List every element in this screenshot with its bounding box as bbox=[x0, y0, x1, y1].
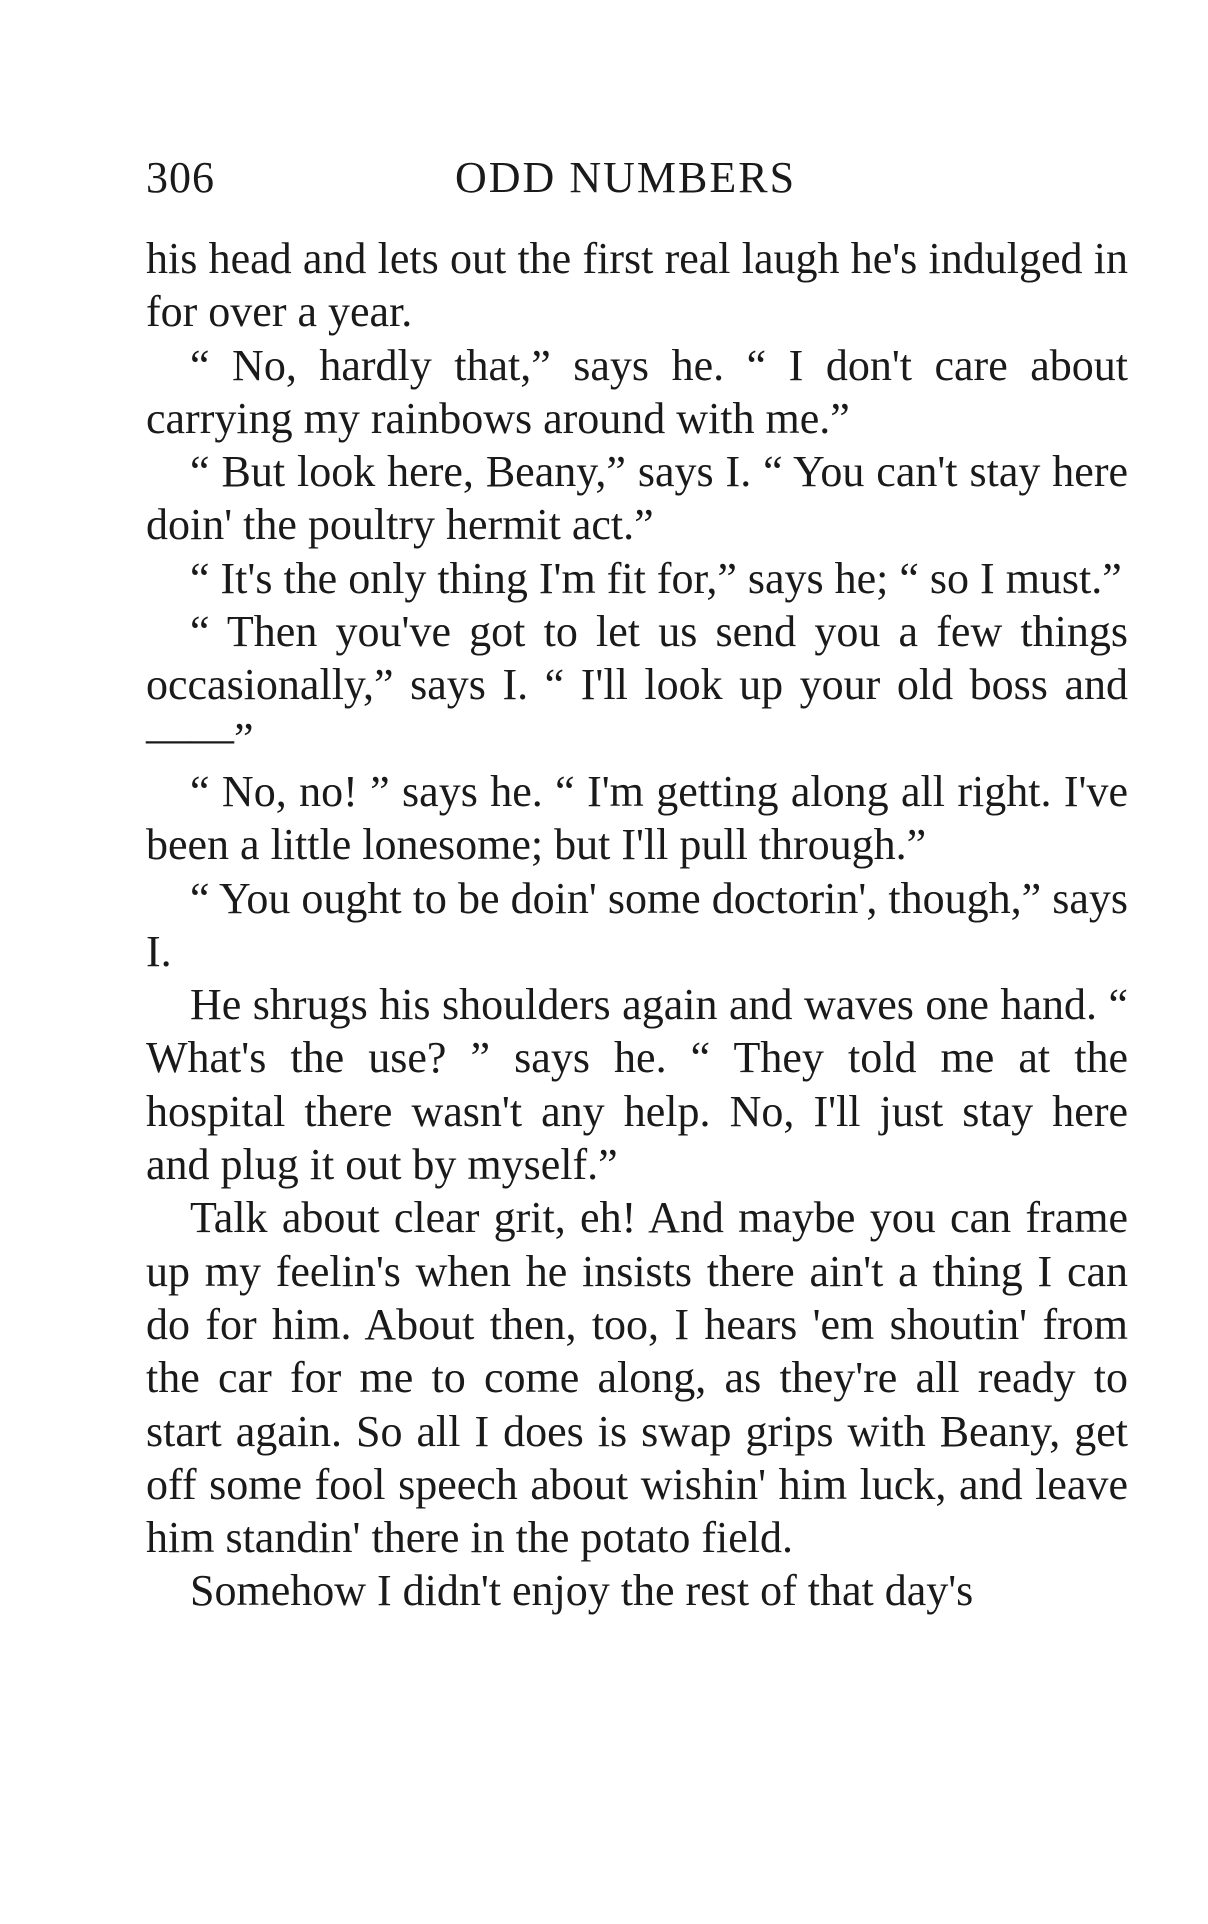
paragraph: He shrugs his shoulders again and waves one hand. “ What's the use? ” says he. “ They told me at the hospital there wasn't any help. No, I'll just stay here and plug it out by myself.” bbox=[146, 980, 1128, 1190]
running-title: ODD NUMBERS bbox=[455, 153, 797, 202]
paragraph: “ But look here, Beany,” says I. “ You can't stay here doin' the poultry hermit act.” bbox=[146, 447, 1128, 550]
paragraph: Talk about clear grit, eh! And maybe you can frame up my feelin's when he insists there ain't a thing I can do for him. About then, too, I hears 'em shoutin' from the car for me to come along, as they're all ready to start again. So all I does is swap grips with Beany, get off some fool speech about wishin' him luck, and leave him standin' there in the potato field. bbox=[146, 1193, 1128, 1563]
paragraph: “ No, no! ” says he. “ I'm getting along all right. I've been a little lonesome; but I'll pull through.” bbox=[146, 766, 1128, 870]
paragraph: “ No, hardly that,” says he. “ I don't care about carrying my rainbows around with me.” bbox=[146, 340, 1128, 443]
body-text bbox=[146, 232, 1128, 1618]
paragraph: his head and lets out the first real laugh he's indulged in for over a year. bbox=[146, 234, 1128, 337]
paragraph: “ Then you've got to let us send you a few things occasionally,” says I. “ I'll look up your old boss and——” bbox=[146, 607, 1128, 763]
page-number: 306 bbox=[146, 153, 215, 202]
paragraph-continued: Somehow I didn't enjoy the rest of that day's bbox=[190, 1566, 974, 1616]
page-header bbox=[146, 148, 1128, 208]
paragraph: “ You ought to be doin' some doctorin', though,” says I. bbox=[146, 873, 1128, 976]
paragraph: “ It's the only thing I'm fit for,” says he; “ so I must.” bbox=[190, 553, 1122, 603]
